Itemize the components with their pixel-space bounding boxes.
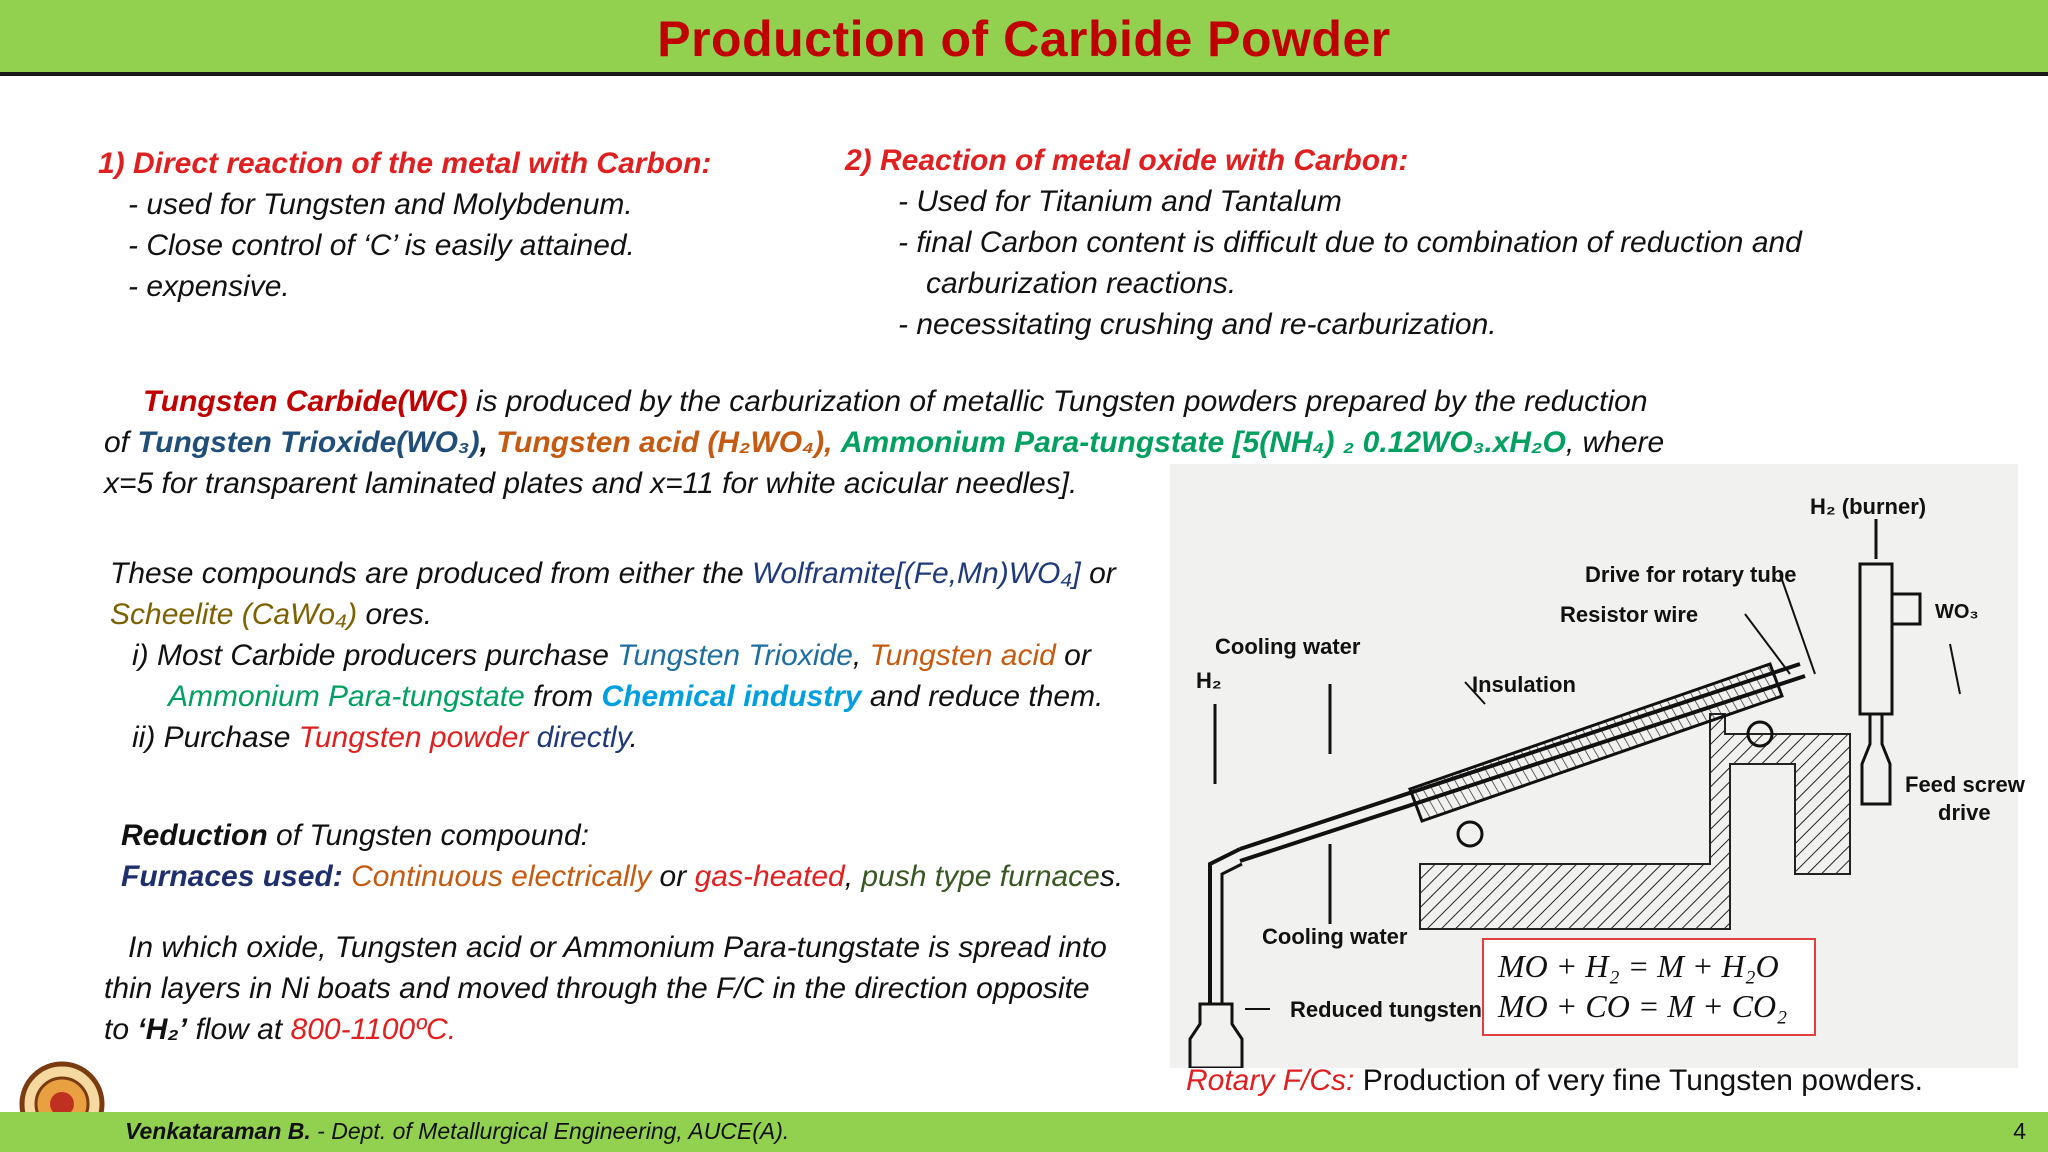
label-reduced-tungsten: Reduced tungsten (1290, 997, 1482, 1022)
footer-dept: - Dept. of Metallurgical Engineering, AUCE(A). (310, 1118, 790, 1144)
furnaces-label: Furnaces used: (121, 860, 343, 893)
scheelite-term: Scheelite (CaWo₄) (110, 598, 358, 631)
method2-line3: carburization reactions. (926, 267, 1237, 300)
furnace-push: push type furnace (861, 860, 1100, 893)
label-insulation: Insulation (1472, 672, 1576, 697)
oxide-para-to: to (104, 1013, 138, 1046)
label-cooling-water-bottom: Cooling water (1262, 924, 1408, 949)
method2-line1: - Used for Titanium and Tantalum (898, 185, 1342, 218)
slide-title: Production of Carbide Powder (657, 11, 1391, 67)
item-i-comma: , (852, 639, 870, 672)
reaction-equations-box (1482, 938, 1816, 1036)
compounds-text1: These compounds are produced from either the (110, 557, 753, 590)
tungsten-powder-term: Tungsten powder (298, 721, 529, 754)
furnace-or: or (651, 860, 695, 893)
compounds-item-i-line2 (168, 676, 1103, 717)
furnace-comma: , (844, 860, 862, 893)
item-i-text: i) Most Carbide producers purchase (132, 639, 618, 672)
equation-h2: MO + H₂ = M + H₂O (1498, 948, 1779, 984)
reduction-line1 (121, 815, 589, 856)
item-i-acid: Tungsten acid (869, 639, 1056, 672)
furnace-continuous: Continuous electrically (342, 860, 652, 893)
oxide-para-line2: thin layers in Ni boats and moved through the F/C in the direction opposite (104, 972, 1090, 1005)
furnaces-line (121, 856, 1123, 897)
label-wo3: WO₃ (1935, 601, 1979, 623)
footer-author: Venkataraman B. (125, 1118, 311, 1144)
label-feed-screw: Feed screw (1905, 772, 2025, 797)
item-ii-dot: . (629, 721, 638, 754)
wc-para-line1 (143, 381, 1648, 422)
label-cooling-water-top: Cooling water (1215, 634, 1361, 659)
label-drive: Drive for rotary tube (1585, 562, 1797, 587)
tungsten-trioxide-term: Tungsten Trioxide(WO₃) (137, 426, 480, 459)
equation-co: MO + CO = M + CO₂ (1498, 988, 1788, 1024)
item-ii-text: ii) Purchase (132, 721, 299, 754)
label-h2-inlet: H₂ (1196, 668, 1222, 693)
wc-para-line3: x=5 for transparent laminated plates and x=11 for white acicular needles]. (104, 467, 1078, 500)
caption-text: Production of very fine Tungsten powders. (1354, 1064, 1924, 1097)
method2-line2: - final Carbon content is difficult due to combination of reduction and (898, 226, 1802, 259)
wc-para-where: , where (1565, 426, 1665, 459)
chemical-industry-term: Chemical industry (601, 680, 862, 713)
oxide-para-line1: In which oxide, Tungsten acid or Ammonium Para-tungstate is spread into (128, 931, 1107, 964)
wc-para-comma: , (479, 426, 497, 459)
label-resistor: Resistor wire (1560, 602, 1699, 627)
wc-para-space (832, 426, 840, 459)
method1-title: 1) Direct reaction of the metal with Carbon: (98, 147, 712, 180)
h2-term: ‘H₂’ (137, 1013, 188, 1046)
compounds-line2 (110, 594, 432, 635)
furnace-s: s. (1099, 860, 1124, 893)
caption-label: Rotary F/Cs: (1186, 1064, 1355, 1097)
footer-credit (125, 1118, 789, 1145)
method2-line4: - necessitating crushing and re-carburization. (898, 308, 1497, 341)
wc-para-line2 (104, 422, 1664, 463)
apt-term: Ammonium Para-tungstate [5(NH₄) ₂ 0.12WO₃.xH₂O (840, 426, 1566, 459)
temperature-range: 800-1100ºC. (290, 1013, 457, 1046)
wc-term: Tungsten Carbide(WC) (143, 385, 468, 418)
compounds-item-i-line1 (132, 635, 1091, 676)
compounds-or: or (1080, 557, 1116, 590)
reduction-label: Reduction (121, 819, 268, 852)
item-i-apt: Ammonium Para-tungstate (168, 680, 525, 713)
wc-para-of: of (104, 426, 138, 459)
wc-para-text1: is produced by the carburization of metallic Tungsten powders prepared by the reduction (467, 385, 1648, 418)
item-i-or: or (1055, 639, 1091, 672)
item-i-trioxide: Tungsten Trioxide (617, 639, 853, 672)
method1-line1: - used for Tungsten and Molybdenum. (128, 188, 633, 221)
method1-line3: - expensive. (128, 270, 290, 303)
method2-title: 2) Reaction of metal oxide with Carbon: (845, 144, 1409, 177)
figure-caption (1186, 1060, 1923, 1101)
wolframite-term: Wolframite[(Fe,Mn)WO₄] (752, 557, 1081, 590)
label-feed-drive: drive (1938, 800, 1991, 825)
compounds-ores: ores. (357, 598, 433, 631)
footer-bar (0, 1112, 2048, 1152)
item-i-from: from (524, 680, 602, 713)
label-h2-burner: H₂ (burner) (1810, 494, 1927, 519)
page-number: 4 (2013, 1118, 2026, 1144)
tungsten-acid-term: Tungsten acid (H₂WO₄), (496, 426, 833, 459)
item-ii-directly: directly (528, 721, 630, 754)
item-i-end: and reduce them. (861, 680, 1104, 713)
oxide-para-line3 (104, 1009, 456, 1050)
reduction-rest: of Tungsten compound: (267, 819, 589, 852)
method1-line2: - Close control of ‘C’ is easily attained. (128, 229, 635, 262)
compounds-line1 (110, 553, 1116, 594)
oxide-para-flow: flow at (187, 1013, 291, 1046)
furnace-gas: gas-heated (694, 860, 845, 893)
compounds-item-ii (132, 717, 638, 758)
title-bar (0, 0, 2048, 76)
